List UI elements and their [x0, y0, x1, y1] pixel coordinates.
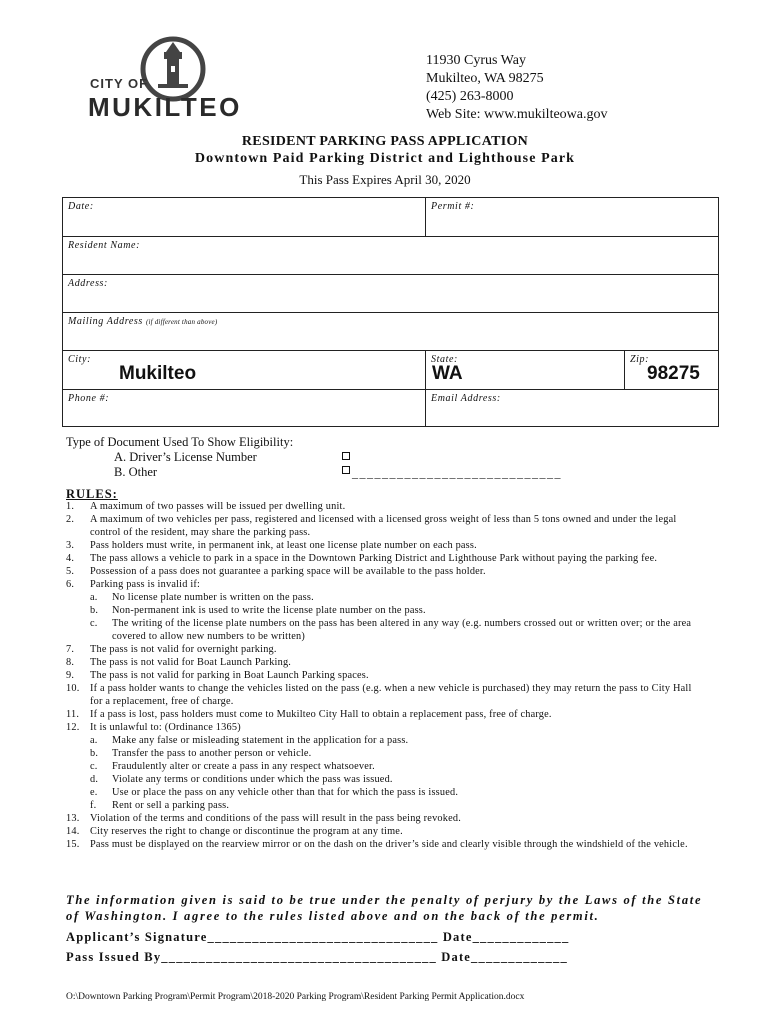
rule-number: a. — [90, 735, 98, 746]
rule-text: Fraudulently alter or create a pass in any respect whatsoever. — [112, 761, 375, 772]
rule-item — [66, 565, 706, 578]
form-row-phone — [63, 389, 718, 426]
rule-subitem — [66, 799, 706, 812]
state-value: WA — [432, 363, 463, 384]
rule-text: Pass must be displayed on the rearview mirror or on the dash on the driver’s side and clearly visible through the windshield of the vehicle. — [90, 839, 688, 850]
rule-number: 1. — [66, 501, 75, 512]
form-row-city — [63, 350, 718, 389]
date-field[interactable] — [63, 198, 425, 236]
rule-number: 14. — [66, 826, 80, 837]
address-field[interactable] — [63, 275, 718, 312]
expiry-note: This Pass Expires April 30, 2020 — [299, 172, 471, 187]
rule-subitem — [66, 734, 706, 747]
rule-text: Transfer the pass to another person or vehicle. — [112, 748, 312, 759]
rule-text: Pass holders must write, in permanent ink, at least one license plate number on each pass. — [90, 540, 477, 551]
email-field[interactable] — [425, 390, 718, 426]
zip-label: Zip: — [630, 354, 650, 365]
document-subtitle: Downtown Paid Parking District and Lighthouse Park — [194, 151, 576, 166]
rule-number: 3. — [66, 540, 75, 551]
zip-field[interactable] — [624, 351, 718, 389]
phone-label: Phone #: — [68, 393, 110, 404]
city-label: City: — [68, 354, 91, 365]
rule-item — [66, 825, 706, 838]
rule-item — [66, 721, 706, 734]
rule-subitem — [66, 617, 706, 643]
rule-subitem — [66, 604, 706, 617]
zip-value: 98275 — [647, 363, 700, 384]
rule-text: City reserves the right to change or discontinue the program at any time. — [90, 826, 403, 837]
form-row-mailing — [63, 312, 718, 350]
resident-name-label: Resident Name: — [68, 240, 140, 251]
file-path-footer: O:\Downtown Parking Program\Permit Program\2018-2020 Parking Program\Resident Parking Permit Application.docx — [66, 992, 525, 1002]
rule-item — [66, 643, 706, 656]
rule-text: Violate any terms or conditions under which the pass was issued. — [112, 774, 393, 785]
rule-text: Non-permanent ink is used to write the license plate number on the pass. — [112, 605, 426, 616]
rule-number: 6. — [66, 579, 75, 590]
rule-item — [66, 708, 706, 721]
perjury-statement: The information given is said to be true under the penalty of perjury by the Laws of the State of Washington. I agree to the rules listed above and on the back of the permit. — [66, 893, 703, 923]
rule-number: f. — [90, 800, 97, 811]
rule-item — [66, 513, 706, 539]
rule-text: If a pass is lost, pass holders must come to Mukilteo City Hall to obtain a replacement pass, free of charge. — [90, 709, 552, 720]
resident-name-field[interactable] — [63, 237, 718, 274]
rule-number: a. — [90, 592, 98, 603]
rule-text: The pass is not valid for Boat Launch Parking. — [90, 657, 292, 668]
rule-number: e. — [90, 787, 98, 798]
rule-text: A maximum of two vehicles per pass, registered and licensed with a licensed gross weight of less than 5 tons owned and under the legal control of the resident, may share the parking pass. — [90, 514, 677, 538]
rule-text: The pass is not valid for overnight parking. — [90, 644, 277, 655]
rule-text: If a pass holder wants to change the vehicles listed on the pass (e.g. when a new vehicle is purchased) they may return the pass to City Hall for a replacement, free of charge. — [90, 683, 692, 707]
form-row-resident — [63, 236, 718, 274]
rules-heading: RULES: — [66, 487, 118, 501]
rule-text: Parking pass is invalid if: — [90, 579, 201, 590]
mailing-label-text: Mailing Address — [68, 316, 143, 327]
contact-address — [426, 52, 608, 124]
rule-text: Make any false or misleading statement in the application for a pass. — [112, 735, 409, 746]
option-other: B. Other — [114, 465, 158, 479]
rule-number: 11. — [66, 709, 80, 720]
rule-number: 9. — [66, 670, 75, 681]
rule-item — [66, 812, 706, 825]
option-drivers-license: A. Driver’s License Number — [114, 450, 257, 464]
rules-list — [66, 500, 706, 851]
logo-city-name: MUKILTEO — [88, 92, 242, 122]
rule-item — [66, 682, 706, 708]
address-phone: (425) 263-8000 — [426, 89, 514, 104]
eligibility-section — [66, 435, 293, 480]
rule-text: A maximum of two passes will be issued per dwelling unit. — [90, 501, 346, 512]
state-field[interactable] — [425, 351, 624, 389]
rule-number: 10. — [66, 683, 80, 694]
other-document-blank[interactable]: ____________________________ — [352, 466, 562, 480]
rule-item — [66, 552, 706, 565]
logo-city-of: CITY OF — [90, 76, 149, 91]
rule-text: Rent or sell a parking pass. — [112, 800, 230, 811]
rule-number: d. — [90, 774, 99, 785]
eligibility-heading: Type of Document Used To Show Eligibility: — [66, 435, 294, 449]
rule-item — [66, 539, 706, 552]
applicant-signature-line[interactable]: Applicant’s Signature_______________________________ Date_____________ — [66, 930, 570, 944]
address-city: Mukilteo, WA 98275 — [426, 71, 544, 86]
city-field[interactable] — [63, 351, 425, 389]
rule-number: b. — [90, 748, 99, 759]
rule-text: Violation of the terms and conditions of the pass will result in the pass being revoked. — [90, 813, 462, 824]
address-street: 11930 Cyrus Way — [426, 53, 526, 68]
rule-text: It is unlawful to: (Ordinance 1365) — [90, 722, 241, 733]
rule-number: c. — [90, 618, 98, 629]
rule-text: Use or place the pass on any vehicle other than that for which the pass is issued. — [112, 787, 459, 798]
mailing-note: (if different than above) — [145, 318, 218, 326]
rule-text: The writing of the license plate numbers on the pass has been altered in any way (e.g. numbers crossed out or written over; or the area covered to allow new numbers to be written) — [112, 618, 692, 642]
permit-field[interactable] — [425, 198, 718, 236]
rule-subitem — [66, 760, 706, 773]
rule-number: c. — [90, 761, 98, 772]
rule-number: 12. — [66, 722, 80, 733]
rule-item — [66, 578, 706, 591]
rule-subitem — [66, 747, 706, 760]
date-label: Date: — [68, 201, 94, 212]
rule-item — [66, 669, 706, 682]
drivers-license-checkbox[interactable] — [342, 452, 350, 460]
other-checkbox[interactable] — [342, 466, 350, 474]
mailing-address-field[interactable] — [63, 313, 718, 350]
address-label: Address: — [68, 278, 108, 289]
rule-number: 13. — [66, 813, 80, 824]
rule-number: b. — [90, 605, 99, 616]
rule-number: 8. — [66, 657, 75, 668]
phone-field[interactable] — [63, 390, 425, 426]
document-title: RESIDENT PARKING PASS APPLICATION — [241, 134, 529, 149]
rule-text: Possession of a pass does not guarantee a parking space will be available to the pass holder. — [90, 566, 486, 577]
permit-label: Permit #: — [431, 201, 475, 212]
rule-item — [66, 500, 706, 513]
rule-subitem — [66, 591, 706, 604]
rule-subitem — [66, 786, 706, 799]
rule-number: 7. — [66, 644, 75, 655]
email-label: Email Address: — [431, 393, 501, 404]
pass-issued-by-line[interactable]: Pass Issued By_____________________________________ Date_____________ — [66, 950, 568, 964]
city-value: Mukilteo — [119, 363, 197, 384]
rule-subitem — [66, 773, 706, 786]
city-logo — [86, 36, 261, 122]
rule-item — [66, 656, 706, 669]
rule-number: 2. — [66, 514, 75, 525]
address-website: Web Site: www.mukilteowa.gov — [426, 107, 608, 122]
rule-text: No license plate number is written on the pass. — [112, 592, 314, 603]
state-label: State: — [431, 354, 458, 365]
rule-number: 4. — [66, 553, 75, 564]
rule-text: The pass is not valid for parking in Boat Launch Parking spaces. — [90, 670, 369, 681]
rule-text: The pass allows a vehicle to park in a space in the Downtown Parking District and Lighthouse Park without paying the parking fee. — [90, 553, 658, 564]
rule-number: 15. — [66, 839, 80, 850]
rule-item — [66, 838, 706, 851]
form-row-address — [63, 274, 718, 312]
application-form — [62, 197, 719, 427]
rule-number: 5. — [66, 566, 75, 577]
form-row-date — [63, 198, 718, 236]
mailing-address-label — [68, 316, 713, 327]
